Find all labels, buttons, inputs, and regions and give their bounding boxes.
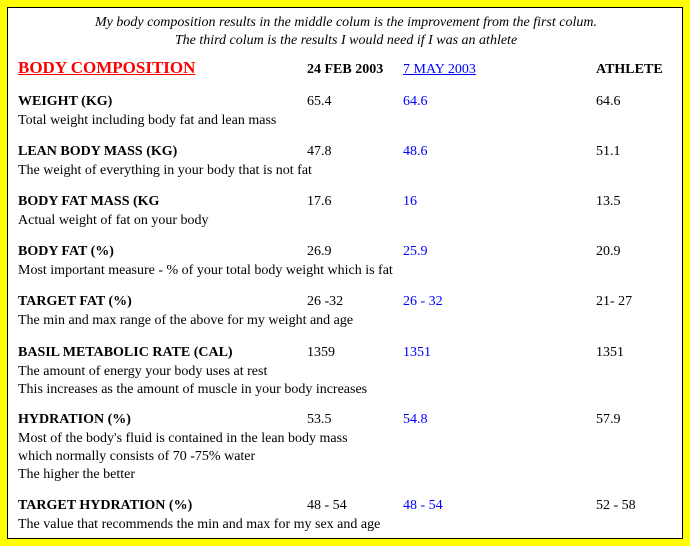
value-may: 25.9 bbox=[403, 244, 428, 259]
measurement-label: HYDRATION (%) bbox=[18, 412, 131, 427]
value-athlete: 1351 bbox=[596, 345, 624, 360]
value-athlete: 64.6 bbox=[596, 94, 621, 109]
value-athlete: 13.5 bbox=[596, 194, 621, 209]
value-feb: 48 - 54 bbox=[307, 498, 347, 513]
page-title: BODY COMPOSITION bbox=[18, 58, 196, 77]
value-feb: 53.5 bbox=[307, 412, 332, 427]
measurement-description: Most important measure - % of your total body weight which is fat bbox=[18, 263, 393, 278]
measurement-description: The weight of everything in your body that is not fat bbox=[18, 163, 312, 178]
value-feb: 17.6 bbox=[307, 194, 332, 209]
value-athlete: 21- 27 bbox=[596, 294, 633, 309]
value-may: 16 bbox=[403, 194, 417, 209]
measurement-label: TARGET HYDRATION (%) bbox=[18, 498, 193, 513]
value-may: 48.6 bbox=[403, 144, 428, 159]
measurement-description: The higher the better bbox=[18, 467, 136, 482]
value-may: 1351 bbox=[403, 345, 431, 360]
value-may: 64.6 bbox=[403, 94, 428, 109]
column-header-feb: 24 FEB 2003 bbox=[307, 62, 384, 77]
measurement-label: BODY FAT (%) bbox=[18, 244, 114, 259]
measurement-label: TARGET FAT (%) bbox=[18, 294, 132, 309]
measurement-label: BASIL METABOLIC RATE (CAL) bbox=[18, 345, 233, 360]
intro-line-1: My body composition results in the middle colum is the improvement from the first colum. bbox=[95, 15, 597, 30]
measurement-label: LEAN BODY MASS (KG) bbox=[18, 144, 178, 159]
value-may: 48 - 54 bbox=[403, 498, 443, 513]
content-panel bbox=[7, 7, 683, 539]
value-feb: 65.4 bbox=[307, 94, 332, 109]
value-may: 54.8 bbox=[403, 412, 428, 427]
header-row bbox=[8, 58, 684, 82]
value-feb: 26 -32 bbox=[307, 294, 344, 309]
value-athlete: 52 - 58 bbox=[596, 498, 636, 513]
column-header-may[interactable]: 7 MAY 2003 bbox=[403, 62, 476, 77]
measurement-description: This increases as the amount of muscle in your body increases bbox=[18, 382, 368, 397]
value-feb: 26.9 bbox=[307, 244, 332, 259]
value-athlete: 57.9 bbox=[596, 412, 621, 427]
column-header-athlete: ATHLETE bbox=[596, 62, 663, 77]
measurement-description: Total weight including body fat and lean mass bbox=[18, 113, 277, 128]
measurement-description: The amount of energy your body uses at rest bbox=[18, 364, 268, 379]
measurement-label: WEIGHT (KG) bbox=[18, 94, 113, 109]
measurement-description: Most of the body's fluid is contained in the lean body mass bbox=[18, 431, 348, 446]
value-athlete: 51.1 bbox=[596, 144, 621, 159]
measurement-description: Actual weight of fat on your body bbox=[18, 213, 209, 228]
measurement-description: The value that recommends the min and max for my sex and age bbox=[18, 517, 381, 532]
measurement-label: BODY FAT MASS (KG bbox=[18, 194, 160, 209]
value-feb: 47.8 bbox=[307, 144, 332, 159]
value-may: 26 - 32 bbox=[403, 294, 443, 309]
measurement-description: which normally consists of 70 -75% water bbox=[18, 449, 256, 464]
value-feb: 1359 bbox=[307, 345, 335, 360]
measurement-description: The min and max range of the above for my weight and age bbox=[18, 313, 354, 328]
intro-line-2: The third colum is the results I would need if I was an athlete bbox=[174, 33, 518, 48]
value-athlete: 20.9 bbox=[596, 244, 621, 259]
